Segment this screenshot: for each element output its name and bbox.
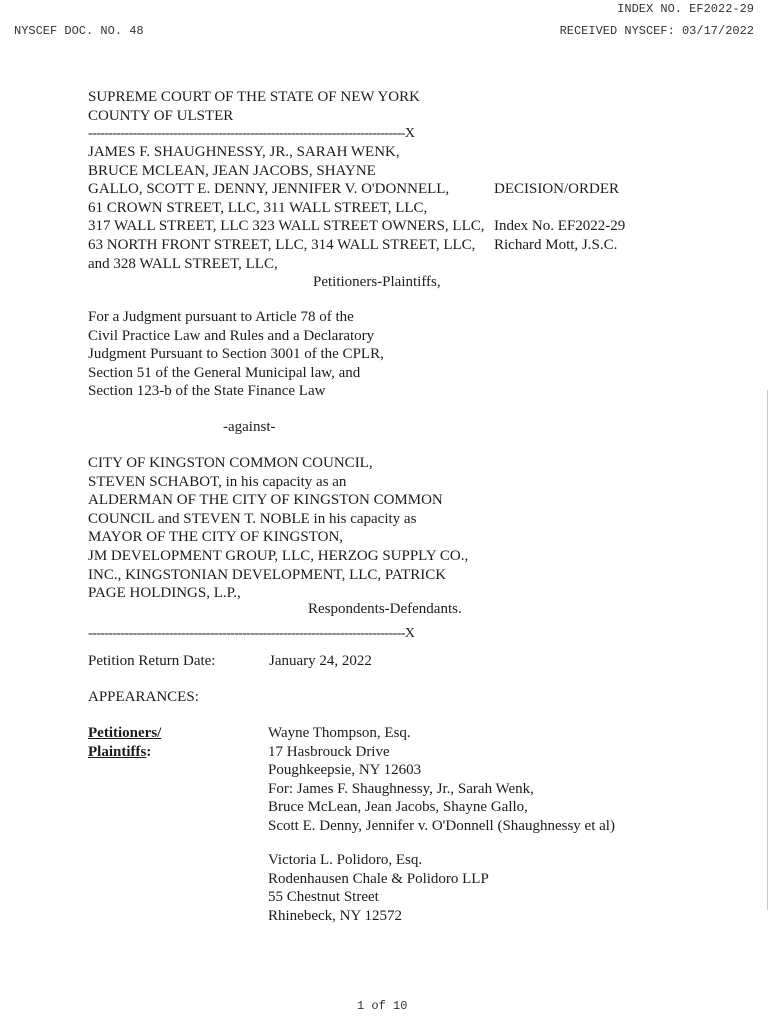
- received-date-header: RECEIVED NYSCEF: 03/17/2022: [559, 24, 754, 38]
- party-label-colon: :: [146, 743, 152, 760]
- court-caption: [88, 88, 420, 125]
- separator-top: ------------------------------------------------------------------------------X: [88, 126, 415, 141]
- index-number-header: INDEX NO. EF2022-29: [617, 2, 754, 16]
- decision-info: [494, 217, 625, 254]
- counsel-line: 55 Chestnut Street: [268, 889, 379, 906]
- counsel-line: Poughkeepsie, NY 12603: [268, 762, 422, 779]
- petitioner-line: JAMES F. SHAUGHNESSY, JR., SARAH WENK,: [88, 144, 400, 160]
- respondents-block: [88, 454, 468, 603]
- judgment-line: For a Judgment pursuant to Article 78 of the: [88, 309, 354, 325]
- respondent-line: COUNCIL and STEVEN T. NOBLE in his capacity as: [88, 510, 417, 527]
- petitioners-role: Petitioners-Plaintiffs,: [313, 274, 441, 290]
- petitioner-line: GALLO, SCOTT E. DENNY, JENNIFER V. O'DONNELL,: [88, 181, 450, 198]
- petitioner-line: 63 NORTH FRONT STREET, LLC, 314 WALL STREET, LLC,: [88, 236, 476, 253]
- page-number: 1 of 10: [357, 999, 408, 1013]
- petitioners-block: [88, 143, 485, 273]
- petitioner-line: 61 CROWN STREET, LLC, 311 WALL STREET, LLC,: [88, 199, 428, 216]
- judgment-line: Judgment Pursuant to Section 3001 of the CPLR,: [88, 346, 384, 363]
- judgment-paragraph: [88, 308, 384, 401]
- respondent-line: INC., KINGSTONIAN DEVELOPMENT, LLC, PATRICK: [88, 566, 447, 583]
- counsel-line: Wayne Thompson, Esq.: [268, 725, 411, 741]
- return-date-value: January 24, 2022: [269, 653, 372, 669]
- appearances-heading: APPEARANCES:: [88, 689, 199, 705]
- index-number: Index No. EF2022-29: [494, 218, 626, 234]
- party-label-line2: Plaintiffs: [88, 743, 147, 760]
- respondent-line: JM DEVELOPMENT GROUP, LLC, HERZOG SUPPLY CO.,: [88, 547, 469, 564]
- court-name: SUPREME COURT OF THE STATE OF NEW YORK: [88, 89, 420, 105]
- petitioner-line: 317 WALL STREET, LLC 323 WALL STREET OWNERS, LLC,: [88, 218, 485, 235]
- counsel-line: 17 Hasbrouck Drive: [268, 743, 390, 760]
- respondent-line: PAGE HOLDINGS, L.P.,: [88, 585, 241, 602]
- judge-name: Richard Mott, J.S.C.: [494, 236, 618, 253]
- respondent-line: CITY OF KINGSTON COMMON COUNCIL,: [88, 455, 373, 471]
- respondents-role: Respondents-Defendants.: [308, 601, 462, 617]
- party-label-line1: Petitioners/: [88, 725, 162, 741]
- judgment-line: Section 51 of the General Municipal law, and: [88, 364, 361, 381]
- petitioner-line: BRUCE MCLEAN, JEAN JACOBS, SHAYNE: [88, 162, 376, 179]
- judgment-line: Civil Practice Law and Rules and a Declaratory: [88, 327, 375, 344]
- counsel-block-1: [268, 724, 615, 836]
- against-text: -against-: [223, 419, 276, 435]
- counsel-line: For: James F. Shaughnessy, Jr., Sarah Wenk,: [268, 780, 534, 797]
- decision-title: DECISION/ORDER: [494, 181, 620, 197]
- counsel-line: Scott E. Denny, Jennifer v. O'Donnell (Shaughnessy et al): [268, 817, 615, 834]
- return-date-label: Petition Return Date:: [88, 653, 216, 669]
- respondent-line: ALDERMAN OF THE CITY OF KINGSTON COMMON: [88, 492, 443, 509]
- nyscef-doc-number: NYSCEF DOC. NO. 48: [14, 24, 144, 38]
- separator-bottom: ------------------------------------------------------------------------------X: [88, 626, 415, 641]
- counsel-line: Bruce McLean, Jean Jacobs, Shayne Gallo,: [268, 799, 528, 816]
- counsel-block-2: [268, 851, 489, 925]
- judgment-line: Section 123-b of the State Finance Law: [88, 383, 326, 400]
- counsel-line: Victoria L. Polidoro, Esq.: [268, 852, 423, 868]
- respondent-line: MAYOR OF THE CITY OF KINGSTON,: [88, 529, 344, 546]
- counsel-line: Rodenhausen Chale & Polidoro LLP: [268, 870, 489, 887]
- counsel-line: Rhinebeck, NY 12572: [268, 907, 403, 924]
- respondent-line: STEVEN SCHABOT, in his capacity as an: [88, 473, 347, 490]
- petitioner-line: and 328 WALL STREET, LLC,: [88, 255, 278, 272]
- appearance-party-label: [88, 724, 161, 761]
- county-name: COUNTY OF ULSTER: [88, 107, 234, 124]
